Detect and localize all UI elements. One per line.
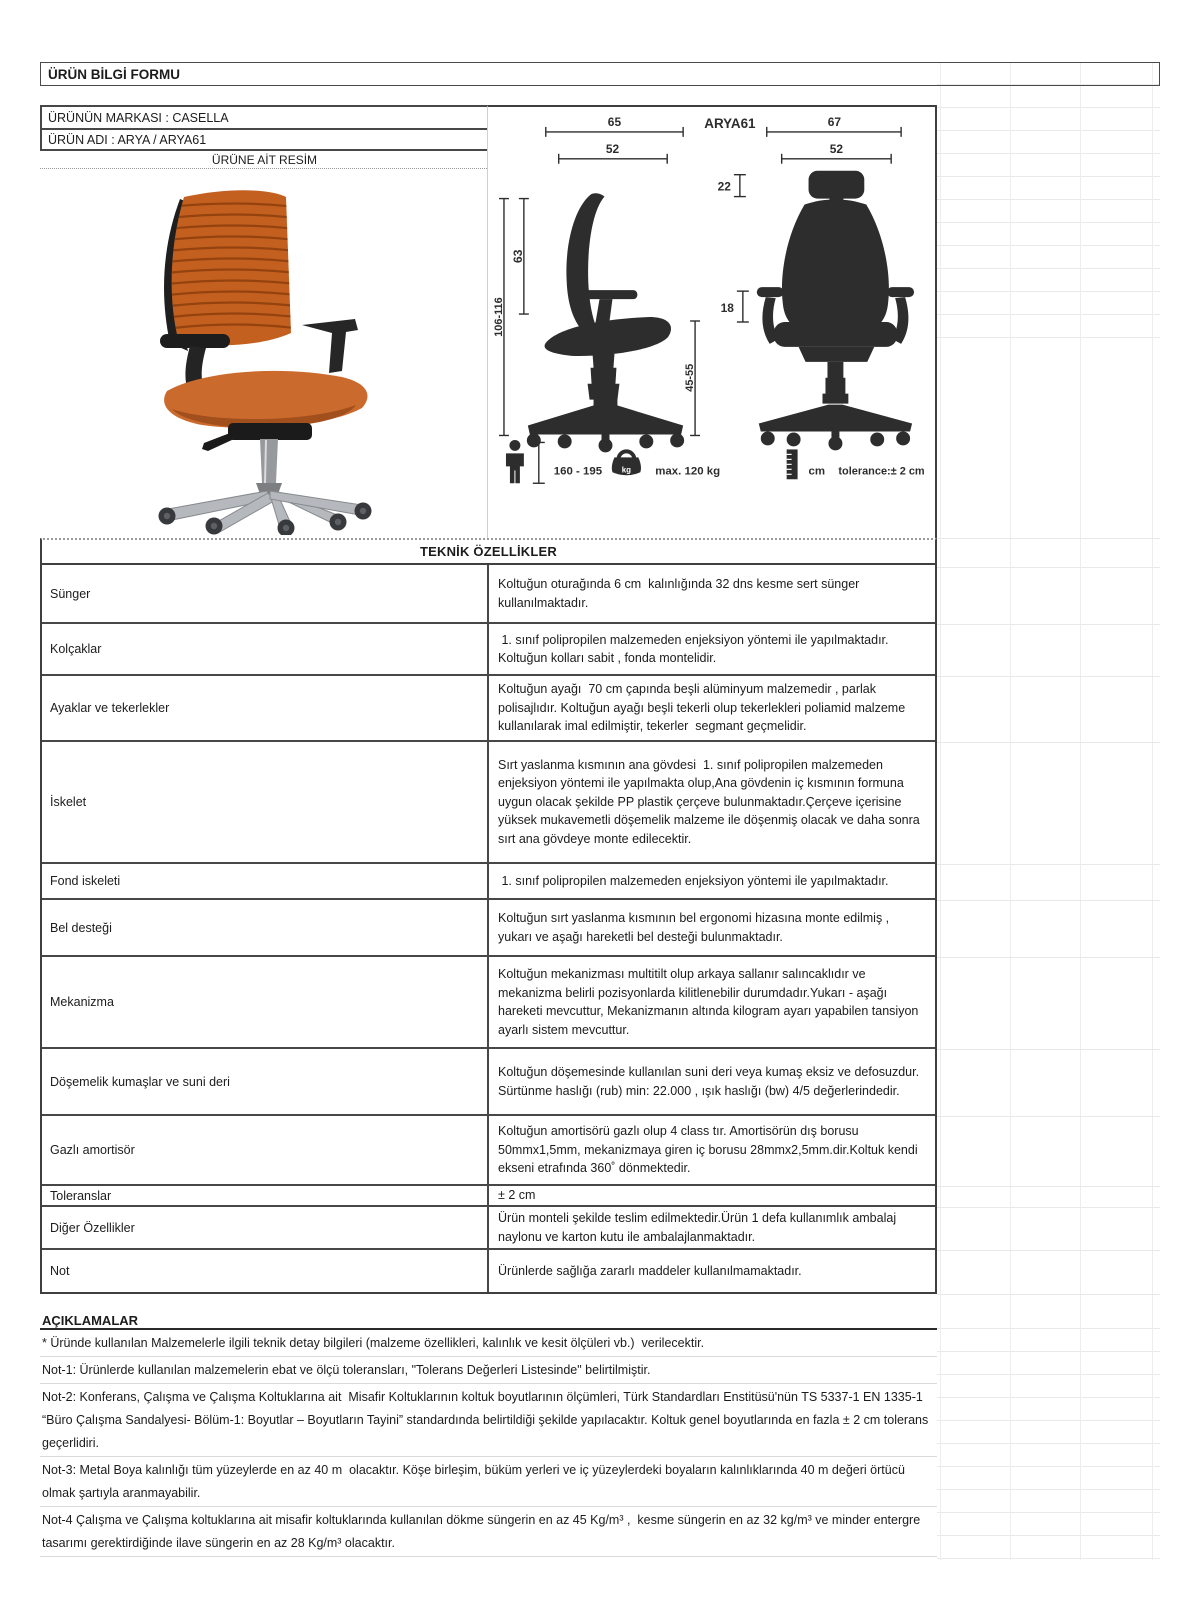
spec-label: Bel desteği xyxy=(42,900,489,955)
spec-value: Ürün monteli şekilde teslim edilmektedir.Ürün 1 defa kullanımlık ambalaj naylonu ve karton kutu ile ambalajlanmaktadır. xyxy=(498,1211,900,1244)
grid-vline xyxy=(1080,62,1081,1560)
spec-label: Gazlı amortisör xyxy=(42,1116,489,1184)
spec-label: Mekanizma xyxy=(42,957,489,1047)
chair-side-view xyxy=(527,193,684,452)
spec-label: Ayaklar ve tekerlekler xyxy=(42,676,489,740)
table-row-diger-ozellikler xyxy=(42,1205,935,1248)
legend-tolerance: tolerance:± 2 cm xyxy=(838,465,925,478)
spec-value: ± 2 cm xyxy=(498,1188,536,1203)
grid-lines-bottom-right xyxy=(937,1306,1160,1560)
spec-table xyxy=(40,538,937,1294)
drawing-model-label: ARYA61 xyxy=(704,115,756,131)
dim-back-top-width: 67 xyxy=(827,114,842,129)
legend-user-height: 160 - 195 xyxy=(553,465,603,478)
page-title-text: ÜRÜN BİLGİ FORMU xyxy=(48,66,180,82)
legend-max-weight: max. 120 kg xyxy=(655,465,721,478)
note-item-1: Not-1: Ürünlerde kullanılan malzemelerin ebat ve ölçü toleransları, "Tolerans Değerleri Listesinde" belirtilmiştir. xyxy=(40,1357,937,1384)
dim-back-seat-width: 52 xyxy=(829,141,844,156)
note-item-2: Not-2: Konferans, Çalışma ve Çalışma Koltuklarına ait Misafir Koltuklarının koltuk boyutlarının ölçümleri, Türk Standardları Enstitüsü'nün TS 5337-1 EN 1335-1 “Büro Çalışma Sandalyesi- Bölüm-1: Boyutlar – Boyutların Tayini” standardında belirtildiği şekilde yapılacaktır. Koltuk genel boyutlarında en fazla ± 2 cm tolerans geçerlidiri. xyxy=(40,1384,937,1457)
dim-backrest-height: 63 xyxy=(510,249,525,263)
legend-unit: cm xyxy=(808,465,826,478)
dim-total-height: 106-116 xyxy=(492,297,505,337)
product-name-text: ÜRÜN ADI : ARYA / ARYA61 xyxy=(48,132,207,147)
dim-side-top-width: 65 xyxy=(607,114,622,129)
table-row-not xyxy=(42,1248,935,1292)
spec-label: Sünger xyxy=(42,565,489,622)
spec-label: Diğer Özellikler xyxy=(42,1207,489,1248)
product-photo-area xyxy=(40,169,487,538)
chair-cylinder xyxy=(260,439,278,483)
spec-label: Kolçaklar xyxy=(42,624,489,674)
grid-row-lines xyxy=(937,567,1160,568)
chair-armrest-right xyxy=(302,319,358,373)
spec-value: 1. sınıf polipropilen malzemeden enjeksiyon yöntemi ile yapılmaktadır. Koltuğun kolları sabit , fonda montelidir. xyxy=(498,632,892,665)
product-brand-text: ÜRÜNÜN MARKASI : CASELLA xyxy=(48,110,229,125)
table-row-gazli-amortisor xyxy=(42,1114,935,1184)
table-row-mekanizma xyxy=(42,955,935,1047)
note-item-4: Not-4 Çalışma ve Çalışma koltuklarına ait misafir koltuklarında kullanılan dökme süngerin en az 45 Kg/m³ , kesme süngerin en az 32 kg/m³ ve minder entergre tasarımı gerektirdiğinde ilave süngerin en az 28 Kg/m³ olacaktır. xyxy=(40,1507,937,1557)
spec-value: Ürünlerde sağlığa zararlı maddeler kullanılmamaktadır. xyxy=(498,1263,802,1278)
chair-back-view xyxy=(757,171,914,451)
dim-side-seat-width: 52 xyxy=(605,141,620,156)
note-item-3: Not-3: Metal Boya kalınlığı tüm yüzeylerde en az 40 m olacaktır. Köşe birleşim, büküm yerleri ve iç yüzeylerdeki boyaların kalınlıklarında 40 m değeri örtücü olmak şartıyla aranmayabilir. xyxy=(40,1457,937,1507)
spec-value: 1. sınıf polipropilen malzemeden enjeksiyon yöntemi ile yapılmaktadır. xyxy=(498,873,889,888)
product-brand-cell xyxy=(40,105,489,128)
grid-lines-top-right xyxy=(937,62,1160,349)
note-item-asterisk: * Üründe kullanılan Malzemelerle ilgili teknik detay bilgileri (malzeme özellikleri, kalınlık ve kesit ölçüleri vb.) verilecektir. xyxy=(40,1330,937,1357)
chair-photo xyxy=(110,185,470,535)
grid-vline xyxy=(1010,62,1011,1560)
grid-vline xyxy=(940,62,941,1560)
person-icon xyxy=(506,440,524,483)
table-row-fond-iskeleti xyxy=(42,862,935,898)
spec-label: İskelet xyxy=(42,742,489,862)
page-title xyxy=(40,62,1160,86)
chair-armrest-left-pad xyxy=(160,334,230,348)
spec-label: Not xyxy=(42,1250,489,1292)
spec-value: Koltuğun ayağı 70 cm çapında beşli alüminyum malzemedir , parlak polisajlıdır. Koltuğun ayağı beşli tekerli olup tekerlekleri poliamid malzeme kullanılarak imal edilmiştir, tekerler segmant geçmelidir. xyxy=(498,682,909,734)
spec-table-header-text: TEKNİK ÖZELLİKLER xyxy=(419,544,557,559)
spec-label: Toleranslar xyxy=(42,1186,489,1205)
spec-label: Döşemelik kumaşlar ve suni deri xyxy=(42,1049,489,1114)
table-row-sunger xyxy=(42,565,935,622)
table-row-ayaklar xyxy=(42,674,935,740)
dim-seat-height: 45-55 xyxy=(684,363,697,392)
spec-value: Koltuğun sırt yaslanma kısmının bel ergonomi hizasına monte edilmiş , yukarı ve aşağı hareketli bel desteği bulunmaktadır. xyxy=(498,911,893,944)
technical-drawing-box xyxy=(487,105,937,538)
kg-icon-label: kg xyxy=(621,465,632,475)
spec-value: Sırt yaslanma kısmının ana gövdesi 1. sınıf polipropilen malzemeden enjeksiyon yöntemi ile yapılmakta olup,Ana gövdenin iç kısmının formuna uygun olacak şekilde PP plastik çerçeve bulunmaktadır.Çerçeve içerisine yüksek mukavemetli döşemelik malzeme ile döşenmiş olacak ve daha sonra sırt ana gövdeye monte edilecektir. xyxy=(498,757,924,846)
notes-header xyxy=(40,1307,937,1330)
notes-header-text: AÇIKLAMALAR xyxy=(42,1313,139,1328)
chair-lever xyxy=(202,433,234,451)
dim-headrest-height: 22 xyxy=(717,179,731,194)
table-row-iskelet xyxy=(42,740,935,862)
table-row-toleranslar xyxy=(42,1184,935,1205)
spec-value: Koltuğun döşemesinde kullanılan suni deri veya kumaş eksiz ve defosuzdur. Sürtünme haslığı (rub) min: 22.000 , ışık haslığı (bw) 4/5 değerlerindedir. xyxy=(498,1065,923,1098)
notes-section xyxy=(40,1307,937,1557)
product-name-cell xyxy=(40,128,489,151)
table-row-kolcaklar xyxy=(42,622,935,674)
spec-value: Koltuğun mekanizması multitilt olup arkaya sallanır salıncaklıdır ve mekanizma belirli pozisyonlarda kilitlenebilir durumdadır.Yukarı - aşağı hareketi mevcuttur, Mekanizmanın altında kilogram ayarı yapabilen tansiyon ayarlı sistem mevcuttur. xyxy=(498,967,922,1037)
spec-table-header xyxy=(42,540,935,565)
chair-mechanism xyxy=(228,423,312,440)
table-row-dosemelik xyxy=(42,1047,935,1114)
grid-vline xyxy=(1152,62,1153,1560)
product-image-caption-text: ÜRÜNE AİT RESİM xyxy=(211,152,318,167)
ruler-icon xyxy=(787,449,798,479)
technical-drawing xyxy=(488,107,936,538)
product-image-caption xyxy=(40,151,489,169)
spec-value: Koltuğun amortisörü gazlı olup 4 class tır. Amortisörün dış borusu 50mmx1,5mm, mekanizmaya giren iç borusu 28mmx2,5mm.dir.Koltuk kendi ekseni etrafında 360˚ dönmektedir. xyxy=(498,1124,922,1176)
spec-label: Fond iskeleti xyxy=(42,864,489,898)
dim-armrest-height: 18 xyxy=(720,301,734,316)
table-row-bel-destegi xyxy=(42,898,935,955)
spec-value: Koltuğun oturağında 6 cm kalınlığında 32 dns kesme sert sünger kullanılmaktadır. xyxy=(498,577,863,610)
